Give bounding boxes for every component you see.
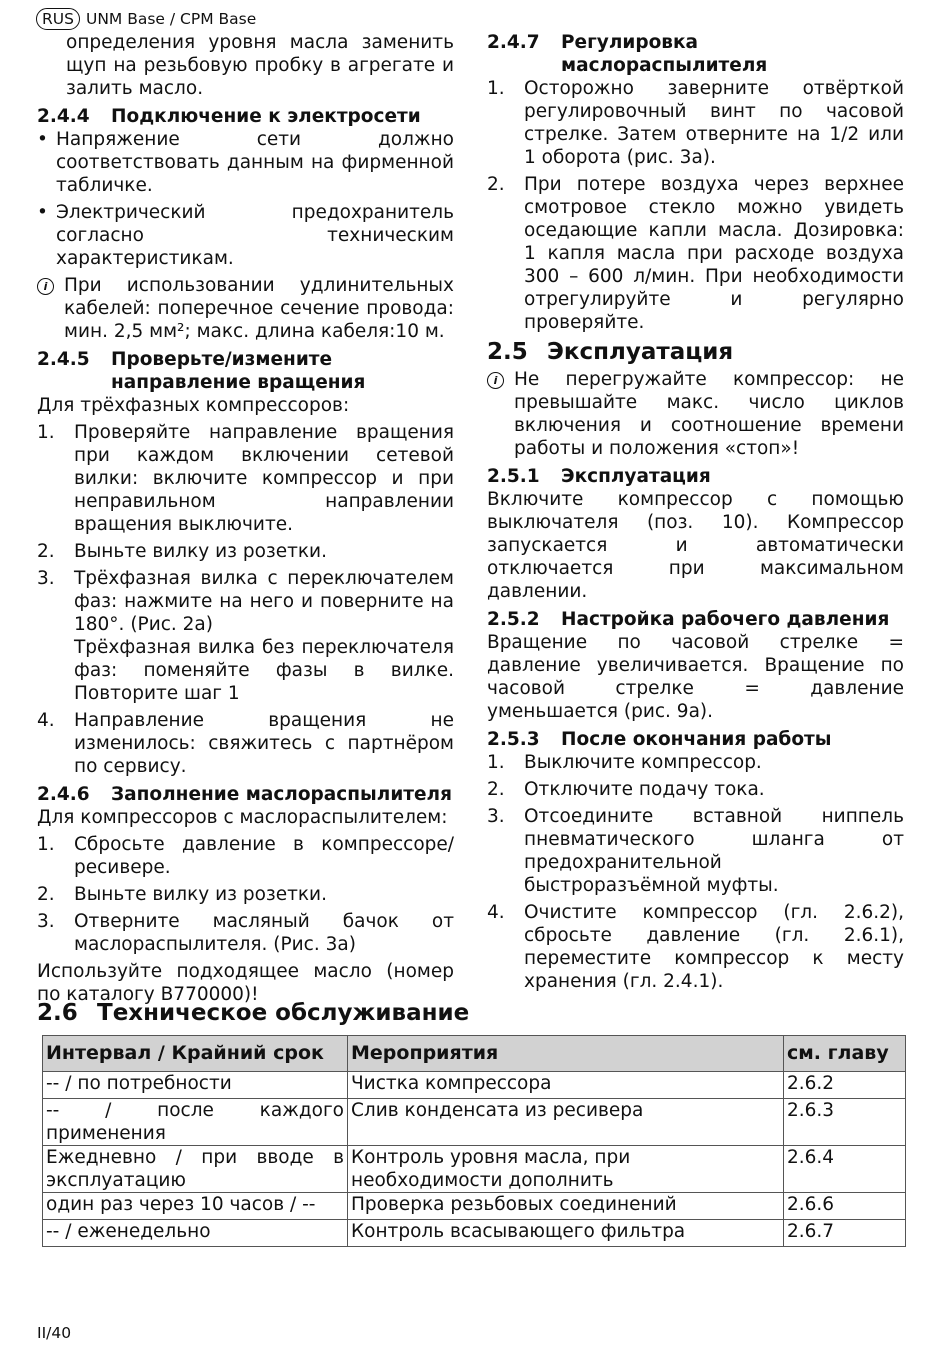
- page-header: [36, 6, 256, 32]
- section-2-4-4-heading: 2.4.4 Подключение к электросети: [37, 106, 421, 127]
- table-cell: Слив конденсата из ресивера: [348, 1099, 784, 1146]
- table-cell: 2.6.7: [784, 1220, 906, 1247]
- table-cell: Контроль уровня масла, при необходимости дополнить: [348, 1146, 784, 1193]
- list-item: 2. Выньте вилку из розетки.: [37, 884, 327, 905]
- table-cell: -- / по потребности: [43, 1072, 348, 1099]
- list-item: 1. Осторожно заверните отвёрткой регулировочный винт по часовой стрелке. Затем отверните на 1/2 или 1 оборота (рис. 3a).: [487, 78, 904, 168]
- info-icon: i: [37, 278, 54, 295]
- table-cell: 2.6.4: [784, 1146, 906, 1193]
- table-row: [43, 1220, 906, 1247]
- list-item: 4. Направление вращения не изменилось: свяжитесь с партнёром по сервису.: [37, 710, 454, 777]
- table-header-row: [43, 1036, 906, 1072]
- list-item: 1. Выключите компрессор.: [487, 752, 762, 773]
- list-item: 1. Сбросьте давление в компрессоре/ ресивере.: [37, 834, 454, 878]
- left-column: [37, 31, 454, 1006]
- list-item: • Электрический предохранитель согласно техническим характеристикам.: [37, 202, 454, 269]
- table-cell: 2.6.6: [784, 1193, 906, 1220]
- table-cell: Контроль всасывающего фильтра: [348, 1220, 784, 1247]
- section-2-4-7-heading: 2.4.7 Регулировка маслораспылителя: [487, 32, 768, 76]
- language-badge: RUS: [36, 8, 80, 30]
- section-2-4-5-heading: 2.4.5 Проверьте/измените направление вращения: [37, 349, 366, 393]
- section-2-6-heading: 2.6 Техническое обслуживание: [37, 1000, 470, 1026]
- document-title: UNM Base / CPM Base: [85, 9, 257, 28]
- table-row: [43, 1099, 906, 1146]
- table-row: [43, 1146, 906, 1193]
- table-cell: 2.6.2: [784, 1072, 906, 1099]
- section-2-5-3-heading: 2.5.3 После окончания работы: [487, 729, 832, 750]
- info-note: i При использовании удлинительных кабелей: поперечное сечение провода: мин. 2,5 мм²; макс. длина кабеля:10 м.: [37, 274, 454, 343]
- info-icon: i: [487, 372, 504, 389]
- section-2-4-6-heading: 2.4.6 Заполнение маслораспылителя: [37, 784, 452, 805]
- table-cell: один раз через 10 часов / --: [43, 1193, 348, 1220]
- right-column: [487, 31, 904, 997]
- table-row: [43, 1193, 906, 1220]
- section-text: Включите компрессор с помощью выключателя (поз. 10). Компрессор запускается и автоматически отключается при максимальном давлении.: [487, 489, 904, 602]
- column-header: см. главу: [784, 1036, 906, 1072]
- list-item: 1. Проверяйте направление вращения при каждом включении сетевой вилки: включите компрессор и при неправильном направлении вращения выключите.: [37, 422, 454, 535]
- section-lead-text: Для компрессоров с маслораспылителем:: [37, 807, 448, 828]
- column-header: Интервал / Крайний срок: [43, 1036, 348, 1072]
- table-cell: Ежедневно / при вводе в эксплуатацию: [43, 1146, 348, 1193]
- section-lead-text: Для трёхфазных компрессоров:: [37, 395, 350, 416]
- table-cell: -- / еженедельно: [43, 1220, 348, 1247]
- list-item: 3. Отверните масляный бачок от маслораспылителя. (Рис. 3a): [37, 911, 454, 955]
- oil-note: Используйте подходящее масло (номер по каталогу B770000)!: [37, 961, 454, 1005]
- list-item: 3. Трёхфазная вилка с переключателем фаз: нажмите на него и поверните на 180°. (Рис. 2a) Трёхфазная вилка без переключателя фаз: поменяйте фазы в вилке. Повторите шаг 1: [37, 568, 454, 704]
- column-header: Мероприятия: [348, 1036, 784, 1072]
- table-cell: 2.6.3: [784, 1099, 906, 1146]
- intro-paragraph: определения уровня масла заменить щуп на резьбовую пробку в агрегате и залить масло.: [66, 32, 454, 99]
- section-2-5-2-heading: 2.5.2 Настройка рабочего давления: [487, 609, 890, 630]
- section-2-5-heading: 2.5 Эксплуатация: [487, 339, 734, 365]
- table-cell: -- / после каждого применения: [43, 1099, 348, 1146]
- list-item: 2. При потере воздуха через верхнее смотровое стекло можно увидеть оседающие капли масла. Дозировка: 1 капля масла при расходе воздуха 300 – 600 л/мин. При необходимости отрегулируйте и регулярно проверяйте.: [487, 174, 904, 333]
- section-text: Вращение по часовой стрелке = давление увеличивается. Вращение по часовой стрелке = давление уменьшается (рис. 9a).: [487, 632, 904, 722]
- bullet-icon: •: [37, 202, 48, 223]
- list-item: • Напряжение сети должно соответствовать данным на фирменной табличке.: [37, 129, 454, 196]
- table-cell: Проверка резьбовых соединений: [348, 1193, 784, 1220]
- list-item: 3. Отсоедините вставной ниппель пневматического шланга от предохранительной быстроразъёмной муфты.: [487, 806, 904, 896]
- page-number: II/40: [37, 1324, 72, 1342]
- maintenance-table: [42, 1035, 906, 1247]
- table-row: [43, 1072, 906, 1099]
- info-note: i Не перегружайте компрессор: не превышайте макс. число циклов включения и соотношение времени работы и положения «стоп»!: [487, 368, 904, 460]
- list-item: 2. Выньте вилку из розетки.: [37, 541, 327, 562]
- step-3-alternative: Трёхфазная вилка без переключателя фаз: поменяйте фазы в вилке. Повторите шаг 1: [74, 637, 454, 704]
- bullet-icon: •: [37, 129, 48, 150]
- list-item: 2. Отключите подачу тока.: [487, 779, 765, 800]
- table-cell: Чистка компрессора: [348, 1072, 784, 1099]
- section-2-5-1-heading: 2.5.1 Эксплуатация: [487, 466, 711, 487]
- list-item: 4. Очистите компрессор (гл. 2.6.2), сбросьте давление (гл. 2.6.1), переместите компрессор к месту хранения (гл. 2.4.1).: [487, 902, 904, 992]
